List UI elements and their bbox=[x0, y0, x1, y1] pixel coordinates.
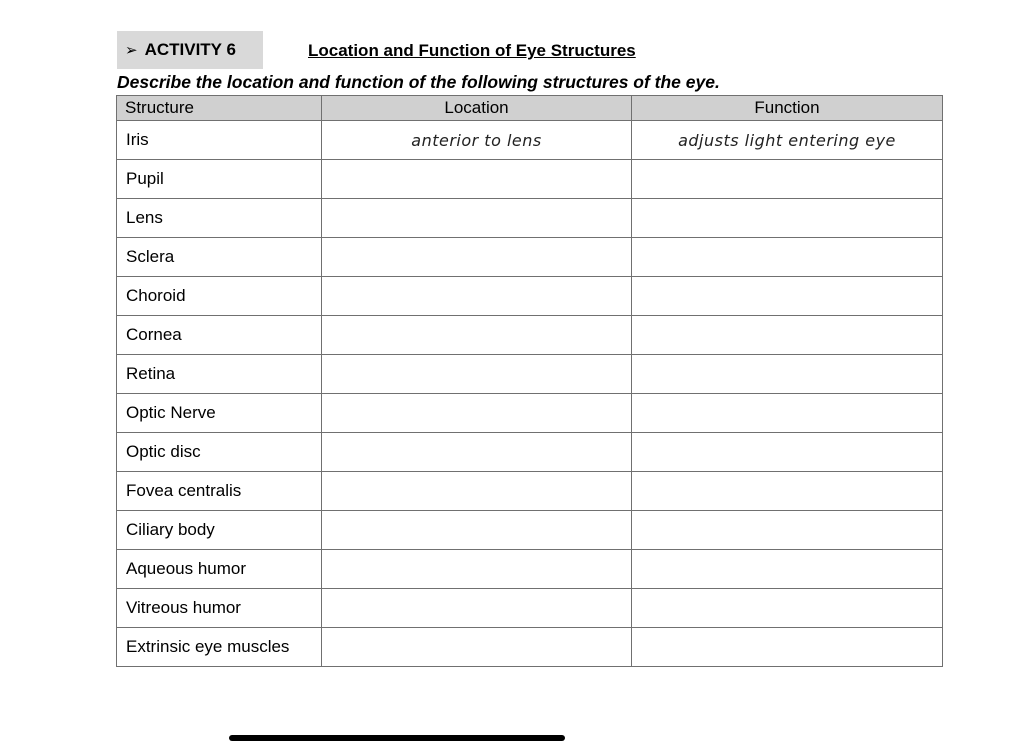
location-cell[interactable] bbox=[322, 199, 632, 238]
location-cell[interactable] bbox=[322, 550, 632, 589]
location-cell[interactable] bbox=[322, 160, 632, 199]
activity-label: ACTIVITY 6 bbox=[144, 40, 236, 59]
function-cell[interactable]: adjusts light entering eye bbox=[632, 121, 943, 160]
location-cell[interactable] bbox=[322, 277, 632, 316]
arrow-bullet-icon: ➢ bbox=[125, 42, 138, 59]
table-row bbox=[117, 121, 943, 160]
eye-structures-table bbox=[116, 95, 943, 667]
table-row bbox=[117, 433, 943, 472]
table-row bbox=[117, 628, 943, 667]
table-row bbox=[117, 277, 943, 316]
structure-cell: Pupil bbox=[117, 160, 322, 199]
table-row bbox=[117, 355, 943, 394]
header-function: Function bbox=[632, 96, 943, 121]
home-indicator-bar[interactable] bbox=[229, 735, 565, 741]
structure-cell: Cornea bbox=[117, 316, 322, 355]
location-cell[interactable] bbox=[322, 628, 632, 667]
instructions-text: Describe the location and function of the following structures of the eye. bbox=[117, 72, 720, 92]
structure-cell: Iris bbox=[117, 121, 322, 160]
table-row bbox=[117, 394, 943, 433]
structure-cell: Optic Nerve bbox=[117, 394, 322, 433]
function-cell[interactable] bbox=[632, 628, 943, 667]
table-row bbox=[117, 160, 943, 199]
activity-label-box bbox=[117, 31, 263, 69]
function-cell[interactable] bbox=[632, 511, 943, 550]
table-header-row bbox=[117, 96, 943, 121]
location-cell[interactable] bbox=[322, 316, 632, 355]
location-cell[interactable]: anterior to lens bbox=[322, 121, 632, 160]
location-cell[interactable] bbox=[322, 433, 632, 472]
function-cell[interactable] bbox=[632, 199, 943, 238]
location-cell[interactable] bbox=[322, 472, 632, 511]
location-cell[interactable] bbox=[322, 589, 632, 628]
table-row bbox=[117, 589, 943, 628]
function-cell[interactable] bbox=[632, 394, 943, 433]
structure-cell: Extrinsic eye muscles bbox=[117, 628, 322, 667]
function-cell[interactable] bbox=[632, 316, 943, 355]
structure-cell: Aqueous humor bbox=[117, 550, 322, 589]
function-cell[interactable] bbox=[632, 160, 943, 199]
structure-cell: Vitreous humor bbox=[117, 589, 322, 628]
table-row bbox=[117, 550, 943, 589]
table-body bbox=[117, 121, 943, 667]
structure-cell: Retina bbox=[117, 355, 322, 394]
location-cell[interactable] bbox=[322, 238, 632, 277]
table-row bbox=[117, 316, 943, 355]
structure-cell: Choroid bbox=[117, 277, 322, 316]
location-cell[interactable] bbox=[322, 394, 632, 433]
table-row bbox=[117, 199, 943, 238]
table-row bbox=[117, 472, 943, 511]
structure-cell: Sclera bbox=[117, 238, 322, 277]
header-structure: Structure bbox=[117, 96, 322, 121]
structure-cell: Optic disc bbox=[117, 433, 322, 472]
activity-title: Location and Function of Eye Structures bbox=[308, 41, 636, 60]
structure-cell: Lens bbox=[117, 199, 322, 238]
function-cell[interactable] bbox=[632, 433, 943, 472]
header-location: Location bbox=[322, 96, 632, 121]
location-cell[interactable] bbox=[322, 355, 632, 394]
function-cell[interactable] bbox=[632, 238, 943, 277]
table-row bbox=[117, 511, 943, 550]
table-row bbox=[117, 238, 943, 277]
function-cell[interactable] bbox=[632, 277, 943, 316]
function-cell[interactable] bbox=[632, 589, 943, 628]
location-cell[interactable] bbox=[322, 511, 632, 550]
function-cell[interactable] bbox=[632, 550, 943, 589]
function-cell[interactable] bbox=[632, 472, 943, 511]
function-cell[interactable] bbox=[632, 355, 943, 394]
structure-cell: Ciliary body bbox=[117, 511, 322, 550]
structure-cell: Fovea centralis bbox=[117, 472, 322, 511]
